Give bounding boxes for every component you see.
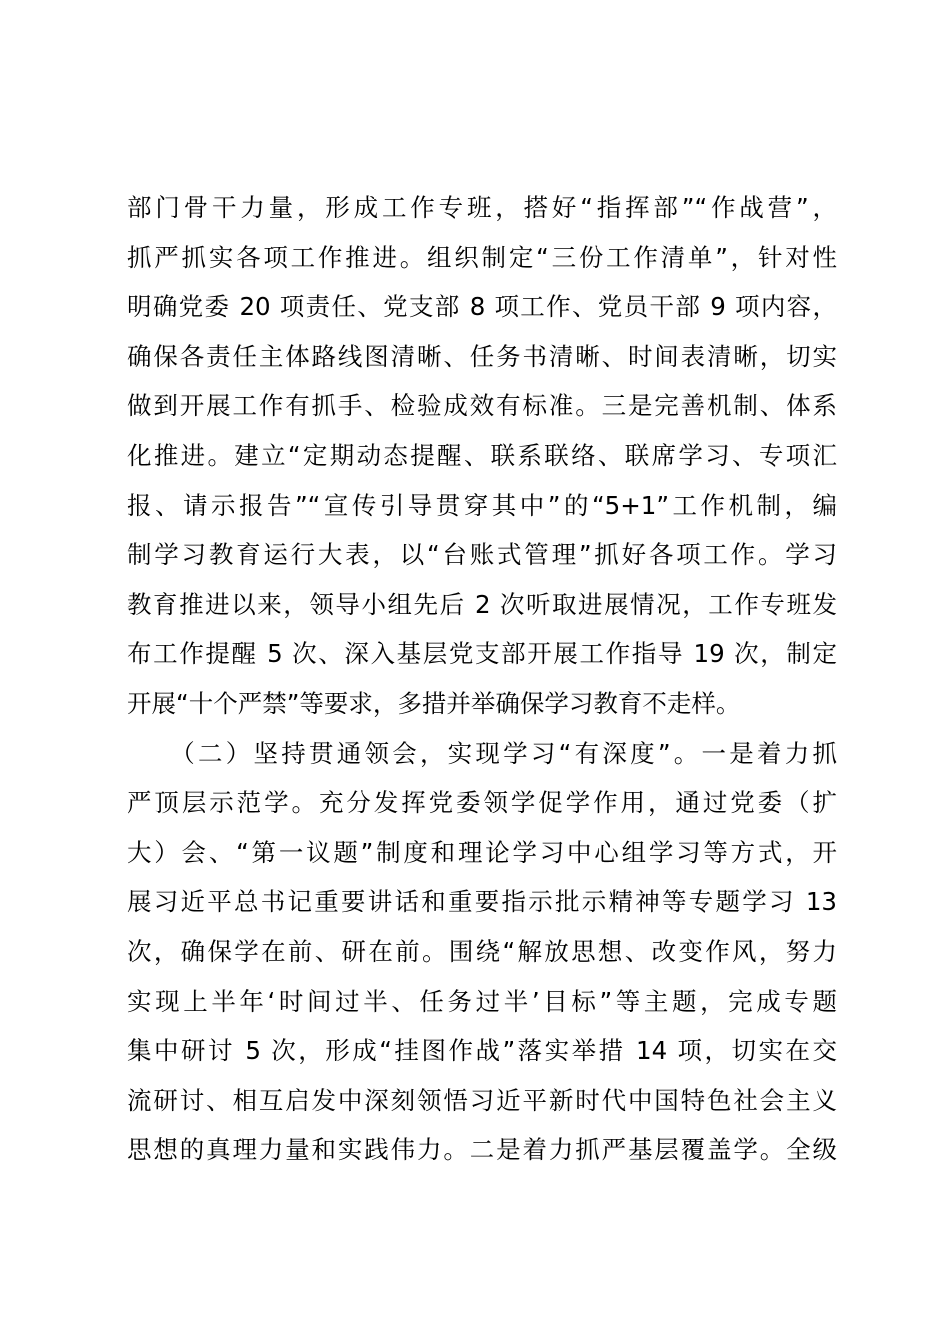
section-heading-line: （二）坚持贯通领会，实现学习“有深度”。一是着力抓 [127, 738, 837, 768]
text-line: 明确党委 20 项责任、党支部 8 项工作、党员干部 9 项内容， [127, 292, 837, 322]
text-line: 部门骨干力量，形成工作专班，搭好“指挥部”“作战营”， [127, 193, 837, 222]
text-line: 集中研讨 5 次，形成“挂图作战”落实举措 14 项，切实在交 [127, 1036, 837, 1066]
text-line: 展习近平总书记重要讲话和重要指示批示精神等专题学习 13 [127, 887, 837, 917]
body-text [127, 183, 837, 1175]
text-line: 实现上半年‘时间过半、任务过半’目标”等主题，完成专题 [127, 986, 837, 1016]
text-line: 制学习教育运行大表，以“台账式管理”抓好各项工作。学习 [127, 540, 837, 570]
text-line: 化推进。建立“定期动态提醒、联系联络、联席学习、专项汇 [127, 440, 837, 470]
text-line: 做到开展工作有抓手、检验成效有标准。三是完善机制、体系 [127, 391, 837, 421]
text-line: 流研讨、相互启发中深刻领悟习近平新时代中国特色社会主义 [127, 1085, 837, 1115]
text-line: 次，确保学在前、研在前。围绕“解放思想、改变作风，努力 [127, 936, 837, 966]
text-line: 确保各责任主体路线图清晰、任务书清晰、时间表清晰，切实 [127, 341, 837, 371]
text-line: 抓严抓实各项工作推进。组织制定“三份工作清单”，针对性 [127, 242, 837, 272]
text-line: 思想的真理力量和实践伟力。二是着力抓严基层覆盖学。全级 [127, 1135, 837, 1165]
text-line: 大）会、“第一议题”制度和理论学习中心组学习等方式，开 [127, 837, 837, 867]
text-line: 报、请示报告”“宣传引导贯穿其中”的“5+1”工作机制，编 [127, 490, 837, 520]
text-line: 教育推进以来，领导小组先后 2 次听取进展情况，工作专班发 [127, 589, 837, 619]
text-line: 严顶层示范学。充分发挥党委领学促学作用，通过党委（扩 [127, 788, 837, 818]
paragraph-end-line: 开展“十个严禁”等要求，多措并举确保学习教育不走样。 [127, 688, 741, 718]
text-line: 布工作提醒 5 次、深入基层党支部开展工作指导 19 次，制定 [127, 639, 837, 669]
